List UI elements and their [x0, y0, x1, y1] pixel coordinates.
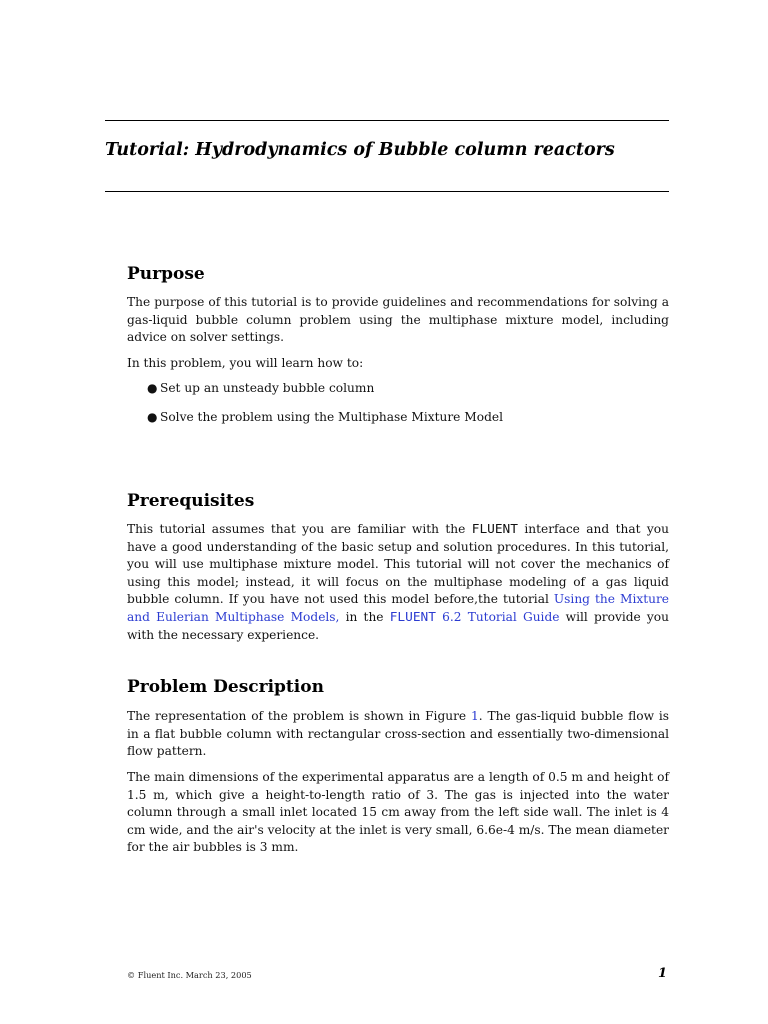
title-top-rule [105, 120, 669, 121]
list-item [127, 380, 669, 409]
footer-copyright: © Fluent Inc. March 23, 2005 [127, 970, 252, 980]
tutorial-guide-link[interactable]: 6.2 Tutorial Guide [435, 609, 560, 624]
figure-reference-link[interactable]: 1 [470, 709, 479, 723]
page-title: Tutorial: Hydrodynamics of Bubble column reactors [105, 140, 615, 160]
title-bottom-rule [105, 191, 669, 192]
mixture-eulerian-tutorial-link[interactable]: Using the Mixture and Eulerian Multiphase Models, [127, 592, 669, 624]
problem-description-heading: Problem Description [127, 677, 324, 697]
list-item-text: Solve the problem using the Multiphase Mixture Model [160, 410, 503, 424]
text-run: interface and that you have a good understanding of the basic setup and solution procedures. In this tutorial, you will use multiphase mixture model. This tutorial will not cover the mechanics of using this model; instead, it will focus on the multiphase modeling of a gas liquid bubble column. If you have not used this model before,the tutorial [127, 522, 669, 607]
prerequisites-heading: Prerequisites [127, 491, 255, 511]
purpose-paragraph: The purpose of this tutorial is to provide guidelines and recommendations for solving a gas-liquid bubble column problem using the multiphase mixture model, including advice on solver settings. [127, 295, 669, 345]
text-run: will provide you with the necessary experience. [127, 609, 669, 642]
learning-list [127, 380, 669, 438]
fluent-product-name: FLUENT [471, 522, 518, 537]
list-item-text: Set up an unsteady bubble column [160, 381, 375, 395]
bullet-icon: ● [147, 381, 158, 395]
purpose-intro: In this problem, you will learn how to: [127, 356, 364, 370]
list-item [127, 409, 669, 438]
purpose-heading: Purpose [127, 264, 205, 284]
text-run: This tutorial assumes that you are familiar with the [127, 522, 472, 536]
page-number: 1 [657, 966, 667, 981]
problem-paragraph-1 [127, 708, 669, 761]
prerequisites-paragraph [127, 521, 669, 644]
bullet-icon: ● [147, 410, 158, 424]
text-run: in the [339, 609, 390, 624]
text-run: . The gas-liquid bubble flow is in a flat bubble column with rectangular cross-section and essentially two-dimensional flow pattern. [127, 709, 670, 759]
problem-paragraph-2: The main dimensions of the experimental apparatus are a length of 0.5 m and height of 1.5 m, which give a height-to-length ratio of 3. The gas is injected into the water column through a small inlet located 15 cm away from the left side wall. The inlet is 4 cm wide, and the air's velocity at the inlet is very small, 6.6e-4 m/s. The mean diameter for the air bubbles is 3 mm. [127, 770, 669, 855]
text-run: The representation of the problem is shown in Figure [127, 709, 471, 723]
fluent-product-name-link[interactable]: FLUENT [389, 609, 436, 625]
